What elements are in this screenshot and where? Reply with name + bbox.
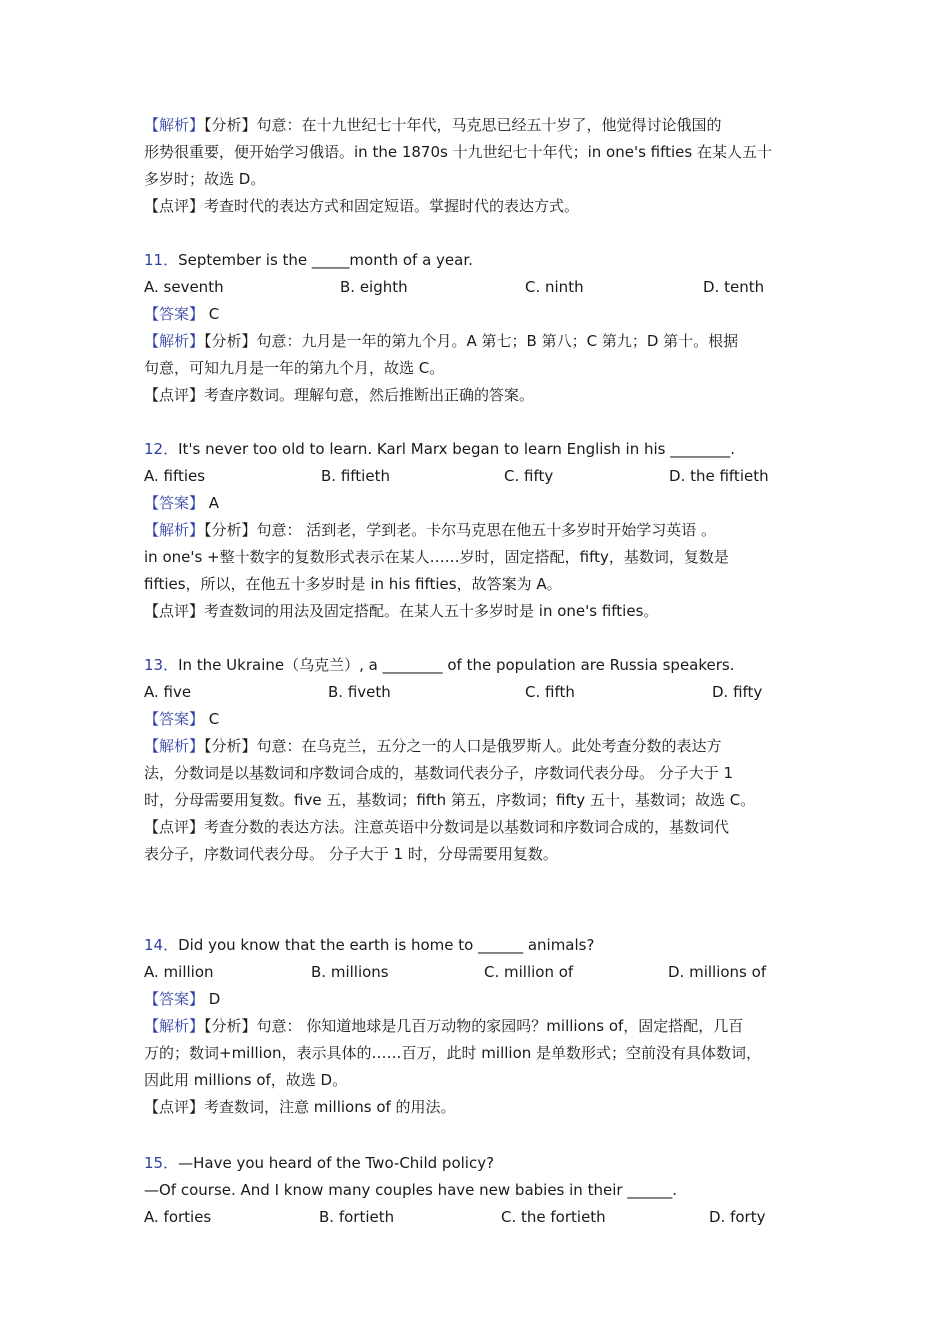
analysis-text: 【分析】句意：在十九世纪七十年代，马克思已经五十岁了，他觉得讨论俄国的 — [204, 116, 722, 134]
analysis-text: 【分析】句意：九月是一年的第九个月。A 第七；B 第八；C 第九；D 第十。根据 — [204, 332, 739, 350]
q13-comment: 表分子，序数词代表分母。 分子大于 1 时，分母需要用复数。 — [144, 845, 558, 863]
q10-comment: 【点评】考查时代的表达方式和固定短语。掌握时代的表达方式。 — [144, 197, 580, 215]
answer-tag: 【答案】 — [144, 305, 205, 323]
option-c: C. the fortieth — [501, 1208, 606, 1226]
analysis-text: 因此用 millions of，故选 D。 — [144, 1071, 348, 1089]
q13-answer — [144, 706, 814, 733]
option-d: D. millions of — [668, 963, 767, 981]
question-number: 11． — [144, 251, 179, 269]
q11-answer — [144, 301, 814, 328]
question-number: 12． — [144, 440, 179, 458]
q13-options — [144, 679, 814, 706]
option-b: B. fiftieth — [321, 467, 390, 485]
q12-comment: 【点评】考查数词的用法及固定搭配。在某人五十多岁时是 in one's fifties。 — [144, 602, 659, 620]
option-c: C. million of — [484, 963, 574, 981]
q15-stem — [144, 1150, 814, 1177]
analysis-tag: 【解析】 — [144, 116, 205, 134]
analysis-text: 法，分数词是以基数词和序数词合成的，基数词代表分子，序数词代表分母。 分子大于 1 — [144, 764, 734, 782]
analysis-text: 万的；数词+million，表示具体的……百万，此时 million 是单数形式；空前没有具体数词， — [144, 1044, 762, 1062]
answer-tag: 【答案】 — [144, 990, 205, 1008]
analysis-text: 【分析】句意：在乌克兰，五分之一的人口是俄罗斯人。此处考查分数的表达方 — [204, 737, 722, 755]
analysis-text: 形势很重要，便开始学习俄语。in the 1870s 十九世纪七十年代；in one's fifties 在某人五十 — [144, 143, 772, 161]
q14-options — [144, 959, 814, 986]
answer-value: A — [208, 494, 220, 512]
analysis-text: in one's +整十数字的复数形式表示在某人……岁时，固定搭配，fifty，基数词，复数是 — [144, 548, 729, 566]
question-number: 13． — [144, 656, 179, 674]
answer-value: D — [208, 990, 221, 1008]
option-d: D. tenth — [703, 278, 765, 296]
analysis-tag: 【解析】 — [144, 332, 205, 350]
q11-comment: 【点评】考查序数词。理解句意，然后推断出正确的答案。 — [144, 386, 535, 404]
option-c: C. fifty — [504, 467, 554, 485]
q15-stem-reply: —Of course. And I know many couples have new babies in their ______. — [144, 1181, 678, 1199]
option-d: D. forty — [709, 1208, 766, 1226]
question-text: Did you know that the earth is home to ______ animals? — [178, 936, 595, 954]
answer-tag: 【答案】 — [144, 710, 205, 728]
q11-stem — [144, 247, 814, 274]
option-d: D. fifty — [712, 683, 763, 701]
option-a: A. five — [144, 683, 192, 701]
answer-value: C — [208, 305, 220, 323]
option-a: A. seventh — [144, 278, 224, 296]
q14-answer — [144, 986, 814, 1013]
analysis-tag: 【解析】 — [144, 737, 205, 755]
question-text: In the Ukraine（乌克兰）, a ________ of the population are Russia speakers. — [178, 656, 735, 674]
q13-comment: 【点评】考查分数的表达方法。注意英语中分数词是以基数词和序数词合成的，基数词代 — [144, 818, 730, 836]
analysis-text: 句意，可知九月是一年的第九个月，故选 C。 — [144, 359, 445, 377]
question-text: —Have you heard of the Two-Child policy? — [178, 1154, 495, 1172]
option-b: B. fortieth — [319, 1208, 395, 1226]
q13-stem — [144, 652, 814, 679]
option-a: A. million — [144, 963, 214, 981]
analysis-tag: 【解析】 — [144, 521, 205, 539]
q14-comment: 【点评】考查数词，注意 millions of 的用法。 — [144, 1098, 456, 1116]
q12-options — [144, 463, 814, 490]
q15-options — [144, 1204, 814, 1231]
answer-tag: 【答案】 — [144, 494, 205, 512]
q12-stem — [144, 436, 814, 463]
question-text: September is the _____month of a year. — [178, 251, 473, 269]
analysis-text: 多岁时；故选 D。 — [144, 170, 266, 188]
option-b: B. millions — [311, 963, 389, 981]
q11-options — [144, 274, 814, 301]
q10-analysis — [144, 112, 814, 193]
question-text: It's never too old to learn. Karl Marx began to learn English in his ________. — [178, 440, 736, 458]
analysis-text: fifties，所以，在他五十多岁时是 in his fifties，故答案为 A。 — [144, 575, 562, 593]
analysis-text: 时，分母需要用复数。five 五，基数词；fifth 第五，序数词；fifty 五十，基数词；故选 C。 — [144, 791, 756, 809]
q14-stem — [144, 932, 814, 959]
option-b: B. eighth — [340, 278, 408, 296]
q12-answer — [144, 490, 814, 517]
option-a: A. fifties — [144, 467, 206, 485]
option-b: B. fiveth — [328, 683, 391, 701]
option-d: D. the fiftieth — [669, 467, 769, 485]
option-c: C. fifth — [525, 683, 575, 701]
analysis-text: 【分析】句意： 活到老，学到老。卡尔马克思在他五十多岁时开始学习英语 。 — [204, 521, 717, 539]
answer-value: C — [208, 710, 220, 728]
question-number: 14． — [144, 936, 179, 954]
question-number: 15． — [144, 1154, 179, 1172]
analysis-text: 【分析】句意： 你知道地球是几百万动物的家园吗？millions of，固定搭配，几百 — [204, 1017, 744, 1035]
document-page — [144, 112, 814, 1231]
analysis-tag: 【解析】 — [144, 1017, 205, 1035]
option-a: A. forties — [144, 1208, 212, 1226]
option-c: C. ninth — [525, 278, 584, 296]
